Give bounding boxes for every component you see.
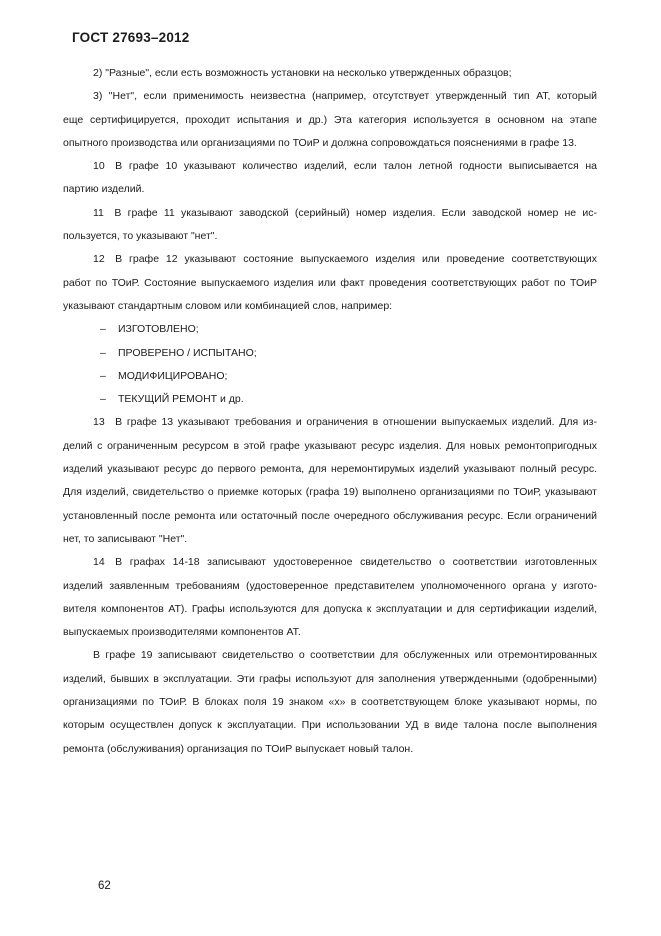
text-line: изделий указывают ресурс до первого ремонта, для неремонтирумых изделий указывают полный ресурс. xyxy=(63,463,597,476)
text-line: 11 В графе 11 указывают заводской (серийный) номер изделия. Если заводской номер не ис- xyxy=(93,206,597,219)
text-line: изделий, бывших в эксплуатации. Эти графы используют для заполнения утвержденными (одобренными) xyxy=(63,672,597,685)
list-item-text: ТЕКУЩИЙ РЕМОНТ и др. xyxy=(118,393,244,406)
text-line: организациями по ТОиР. В блоках поля 19 знаком «х» в соответствующем блоке указывают нормы, по xyxy=(63,696,597,709)
text-line: 13 В графе 13 указывают требования и ограничения в отношении выпускаемых изделий. Для из- xyxy=(93,416,597,429)
text-line: 14 В графах 14-18 записывают удостоверенное свидетельство о соответствии изготовленных xyxy=(93,556,597,569)
dash-bullet: – xyxy=(100,346,106,359)
text-line: В графе 19 записывают свидетельство о соответствии для обслуженных или отремонтированных xyxy=(93,649,597,662)
text-line: изделий заявленным требованиям (удостоверенное представителем уполномоченного органа у изгото- xyxy=(63,579,597,592)
clause-11 xyxy=(63,202,597,249)
text-line: 2) "Разные", если есть возможность установки на несколько утвержденных образцов; xyxy=(93,67,512,79)
list-item-text: ПРОВЕРЕНО / ИСПЫТАНО; xyxy=(118,346,257,359)
list-item xyxy=(63,365,597,388)
clause-14 xyxy=(63,551,597,644)
text-line: ремонта (обслуживания) организация по ТОиР выпускает новый талон. xyxy=(63,742,414,755)
clause-13 xyxy=(63,411,597,551)
text-line: установленный после ремонта или остаточный после очередного обслуживания ресурс. Если ограничений xyxy=(63,509,597,522)
document-body xyxy=(63,62,597,761)
text-line: еще сертифицируется, проходит испытания и др.) Эта категория используется в основном на этапе xyxy=(63,113,597,126)
dash-bullet: – xyxy=(100,393,106,406)
list-item xyxy=(63,318,597,341)
list-item xyxy=(63,388,597,411)
text-line: 3) "Нет", если применимость неизвестна (например, отсутствует утвержденный тип АТ, который xyxy=(93,90,597,103)
text-line: указывают стандартным словом или комбинацией слов, например: xyxy=(63,299,393,312)
clause-10 xyxy=(63,155,597,202)
text-line: 12 В графе 12 указывают состояние выпускаемого изделия или проведение соответствующих xyxy=(93,253,597,266)
text-line: 10 В графе 10 указывают количество изделий, если талон летной годности выписывается на xyxy=(93,160,597,173)
clause-12 xyxy=(63,248,597,318)
dash-bullet: – xyxy=(100,369,106,382)
page-number: 62 xyxy=(98,880,111,892)
document-header: ГОСТ 27693–2012 xyxy=(72,30,190,45)
clause-19 xyxy=(63,644,597,760)
dash-bullet: – xyxy=(100,323,106,336)
clause-3 xyxy=(63,85,597,155)
text-line: делий с ограниченным ресурсом в этой графе указывают ресурс изделия. Для новых ремонтопригодных xyxy=(63,439,597,452)
list-item-text: МОДИФИЦИРОВАНО; xyxy=(118,369,228,382)
text-line: партию изделий. xyxy=(63,183,145,196)
clause-2 xyxy=(63,62,597,85)
text-line: опытного производства или организациями по ТОиР и должна сопровождаться пояснениями в графе 13. xyxy=(63,136,577,149)
text-line: Для изделий, свидетельство о приемке которых (графа 19) выполнено организациями по ТОиР, указывают xyxy=(63,486,597,499)
text-line: вителя компонентов АТ). Графы используются для допуска к эксплуатации и для сертификации изделий, xyxy=(63,602,597,615)
text-line: пользуется, то указывают "нет". xyxy=(63,230,218,243)
text-line: которым осуществлен допуск к эксплуатации. При использовании УД в виде талона после выполнения xyxy=(63,719,597,732)
text-line: выпускаемых производителями компонентов АТ. xyxy=(63,626,301,639)
text-line: работ по ТОиР. Состояние выпускаемого изделия или факт проведения соответствующих работ по ТОиР xyxy=(63,276,597,289)
text-line: нет, то записывают "Нет". xyxy=(63,532,188,545)
list-item-text: ИЗГОТОВЛЕНО; xyxy=(118,323,199,336)
list-item xyxy=(63,342,597,365)
status-word-list xyxy=(63,318,597,411)
